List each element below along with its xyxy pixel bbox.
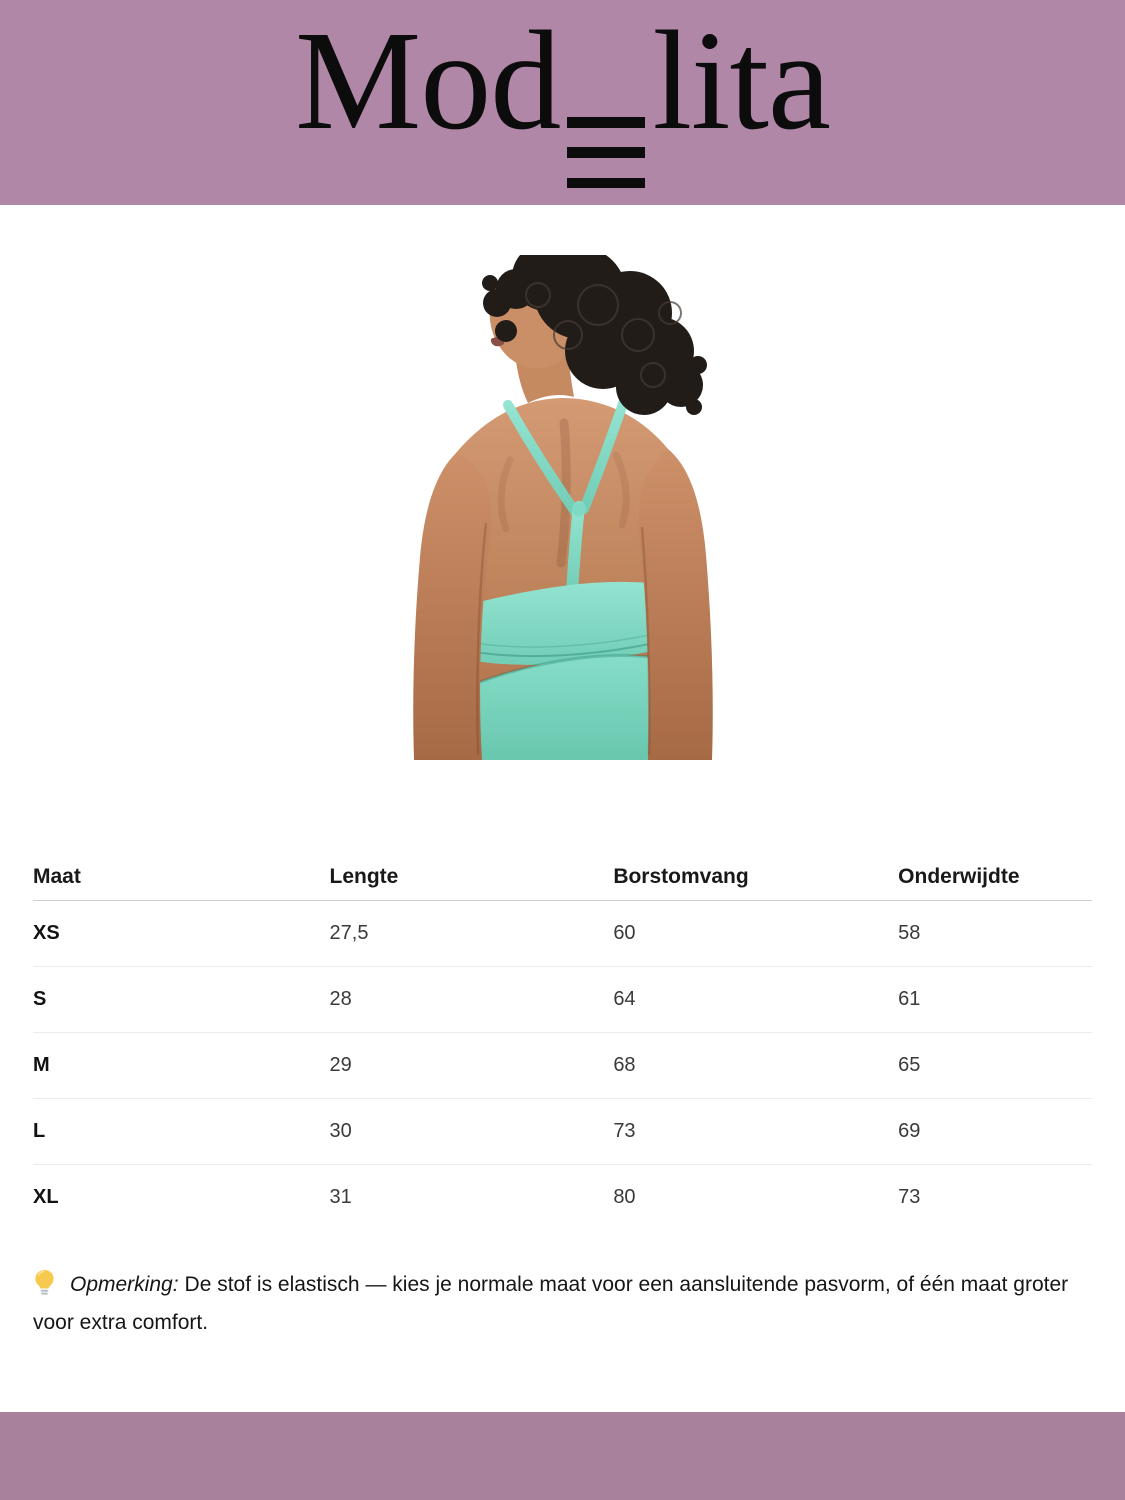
- brand-logo: [295, 0, 830, 188]
- size-table-header-row: [33, 855, 1092, 900]
- cell-borstomvang: 64: [613, 966, 898, 1032]
- cell-onderwijdte: 65: [898, 1032, 1092, 1098]
- product-photo: [398, 255, 728, 760]
- table-row-m: [33, 1032, 1092, 1098]
- cell-size: XL: [33, 1185, 59, 1208]
- header-band: [0, 0, 1125, 205]
- col-header-onderwijdte: Onderwijdte: [898, 855, 1092, 900]
- cell-borstomvang: 80: [613, 1185, 636, 1208]
- col-header-borstomvang: Borstomvang: [613, 855, 898, 900]
- cell-lengte: 28: [330, 966, 614, 1032]
- footer-band: [0, 1412, 1125, 1500]
- cell-size: XS: [33, 900, 330, 966]
- cell-borstomvang: 68: [613, 1032, 898, 1098]
- hair: [482, 255, 707, 415]
- cell-size: S: [33, 966, 330, 1032]
- cell-onderwijdte: 73: [898, 1185, 921, 1208]
- size-table: [33, 855, 1092, 1230]
- col-header-lengte: Lengte: [330, 855, 614, 900]
- note-text: De stof is elastisch — kies je normale maat voor een aansluitende pasvorm, of één maat groter voor extra comfort.: [33, 1273, 1069, 1334]
- brand-logo-suffix: lita: [652, 0, 830, 159]
- cell-lengte: 31: [329, 1185, 352, 1208]
- cell-borstomvang: 60: [613, 900, 898, 966]
- cell-onderwijdte: 69: [898, 1098, 1092, 1164]
- lightbulb-icon: [33, 1269, 56, 1296]
- cell-borstomvang: 73: [613, 1098, 898, 1164]
- cell-lengte: 29: [330, 1032, 614, 1098]
- logo-e-bars-icon: [567, 117, 645, 188]
- cell-lengte: 30: [330, 1098, 614, 1164]
- cell-size: L: [33, 1098, 330, 1164]
- cell-size: M: [33, 1032, 330, 1098]
- cell-onderwijdte: 61: [898, 966, 1092, 1032]
- cell-lengte: 27,5: [330, 900, 614, 966]
- cell-onderwijdte: 58: [898, 900, 1092, 966]
- table-row-xs: [33, 900, 1092, 966]
- brand-logo-prefix: Mod: [295, 0, 561, 159]
- table-row-xl: [33, 1164, 1092, 1230]
- table-row-s: [33, 966, 1092, 1032]
- main-content: [0, 205, 1125, 1412]
- col-header-maat: Maat: [33, 855, 330, 900]
- table-row-l: [33, 1098, 1092, 1164]
- note-label: Opmerking:: [70, 1273, 179, 1296]
- size-note: [33, 1266, 1092, 1342]
